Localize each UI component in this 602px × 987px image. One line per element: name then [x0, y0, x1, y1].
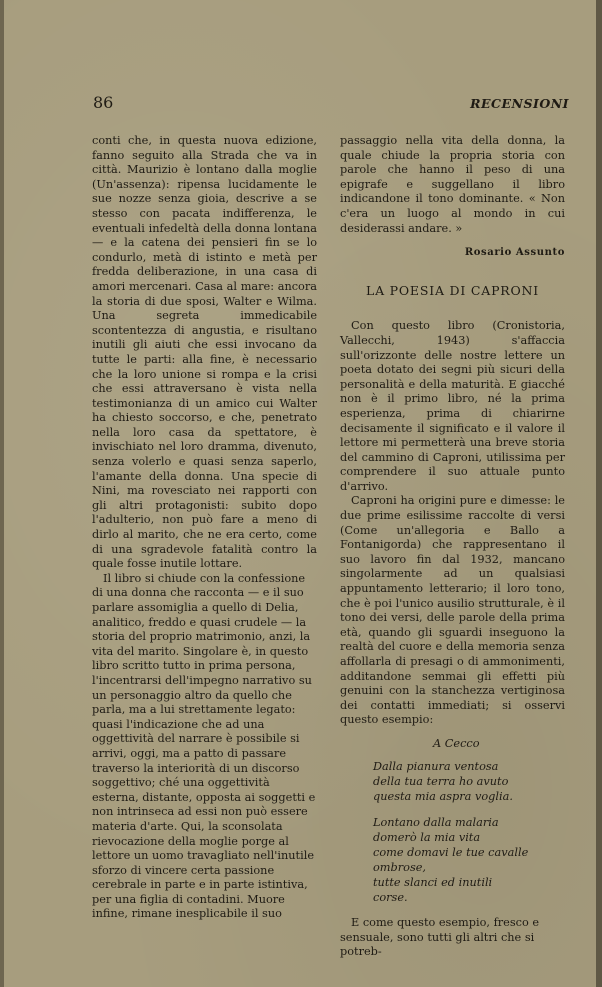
review-ending: passaggio nella vita della donna, la quale chiude la propria storia con parole che hanno il peso di una epigrafe e suggellano il libro indicandone il tono dominante. « Non c'era un luogo al mondo in cui desiderassi andare. »: [340, 134, 565, 235]
poem-line: ombrose,: [373, 860, 427, 874]
left-paragraph-2: Il libro si chiude con la confessione di una donna che racconta — e il suo parlare assomiglia a quello di Delia, analitico, freddo e quasi crudele — la storia del proprio matrimonio, anzi, la vita del marito. Singolare è, in questo libro scritto tutto in prima persona, l'incentrarsi dell'impegno narrativo su un personaggio altro da quello che parla, ma a lui strettamente legato: quasi l'indicazione che ad una oggettività del narrare è possibile si arrivi, oggi, ma a patto di passare traverso la interiorità di un discorso soggettivo; ché una oggettività esterna, distante, opposta ai soggetti e non intrinseca ad essi non può essere materia d'arte. Qui, la sconsolata rievocazione della moglie porge al lettore un uomo travagliato nell'inutile sforzo di vincere certa passione cerebrale in parte e in parte istintiva, per una figlia di contadini. Muore infine, rimane inesplicabile il suo: [92, 571, 316, 921]
section-heading: LA POESIA DI CAPRONI: [365, 282, 540, 298]
poem-line: questa mia aspra voglia.: [373, 789, 513, 803]
poem-line: corse.: [373, 890, 408, 904]
left-column: [92, 134, 317, 922]
poem-line: della tua terra ho avuto: [373, 774, 509, 788]
poem-stanza-1: [373, 759, 565, 804]
right-paragraph-1: Con questo libro (Cronistoria, Vallecchi, 1943) s'affaccia sull'orizzonte delle nostre lettere un poeta dotato dei segni più sicuri della personalità e della maturità. E giacché non è il primo libro, né la prima esperienza, prima di chiarirne decisamente il significato e il valore il lettore mi permetterà una breve storia del cammino di Caproni, utilissima per comprendere il suo attuale punto d'arrivo.: [340, 319, 565, 493]
poem-line: Lontano dalla malaria: [373, 815, 499, 829]
left-paragraph-1: conti che, in questa nuova edizione, fanno seguito alla Strada che va in città. Maurizio è lontano dalla moglie (Un'assenza): ripensa lucidamente le sue nozze senza gioia, descrive a se stesso con pacata indifferenza, le eventuali infedeltà della donna lontana — e la catena dei pensieri fin se lo condurlo, metà di istinto e metà per fredda deliberazione, in una casa di amori mercenari. Casa al mare: ancora la storia di due sposi, Walter e Wilma. Una segreta immedicabile scontentezza di angustia, e risultano inutili gli aiuti che essi invocano da tutte le parti: alla fine, è necessario che la loro unione si rompa e la crisi che essi attraversano è vista nella testimonianza di un amico cui Walter ha chiesto soccorso, e che, penetrato nella loro casa da spettatore, è invischiato nel loro dramma, divenuto, senza volerlo e quasi senza saperlo, l'amante della donna. Una specie di Nini, ma rovesciato nei rapporti con gli altri protagonisti: subito dopo l'adulterio, non può fare a meno di dirlo al marito, che ne era certo, come di una sgradevole fatalità contro la quale fosse inutile lottare.: [92, 134, 317, 571]
right-paragraph-2: Caproni ha origini pure e dimesse: le due prime esilissime raccolte di versi (Come un'allegoria e Ballo a Fontanigorda) che rappresentano il suo lavoro fin dal 1932, mancano singolarmente ad un qualsiasi appuntamento letterario; il loro tono, che è poi l'unico ausilio strutturale, è il tono dei versi, delle parole della prima età, quando gli sguardi inseguono la realtà del cuore e della memoria senza affollarla di presagi o di ammonimenti, additandone semmai gli effetti più genuini con la stanchezza vertiginosa dei contatti immediati; si osservi questo esempio:: [340, 494, 565, 727]
poem-line: domerò la mia vita: [373, 830, 481, 844]
page-left-edge: [0, 0, 4, 987]
poem-line: tutte slanci ed inutili: [373, 875, 493, 889]
running-head: RECENSIONI: [470, 96, 569, 111]
right-column: [340, 134, 565, 960]
page-right-edge: [596, 0, 602, 987]
poem-line: come domavi le tue cavalle: [373, 845, 529, 859]
poem: [373, 736, 565, 905]
page-number: 86: [93, 93, 114, 112]
after-poem-paragraph: E come questo esempio, fresco e sensuale, sono tutti gli altri che si potreb-: [340, 915, 540, 959]
poem-stanza-2: [373, 815, 565, 905]
poem-line: Dalla pianura ventosa: [373, 759, 499, 773]
review-signature: Rosario Assunto: [464, 247, 565, 259]
poem-title: A Cecco: [433, 736, 480, 750]
